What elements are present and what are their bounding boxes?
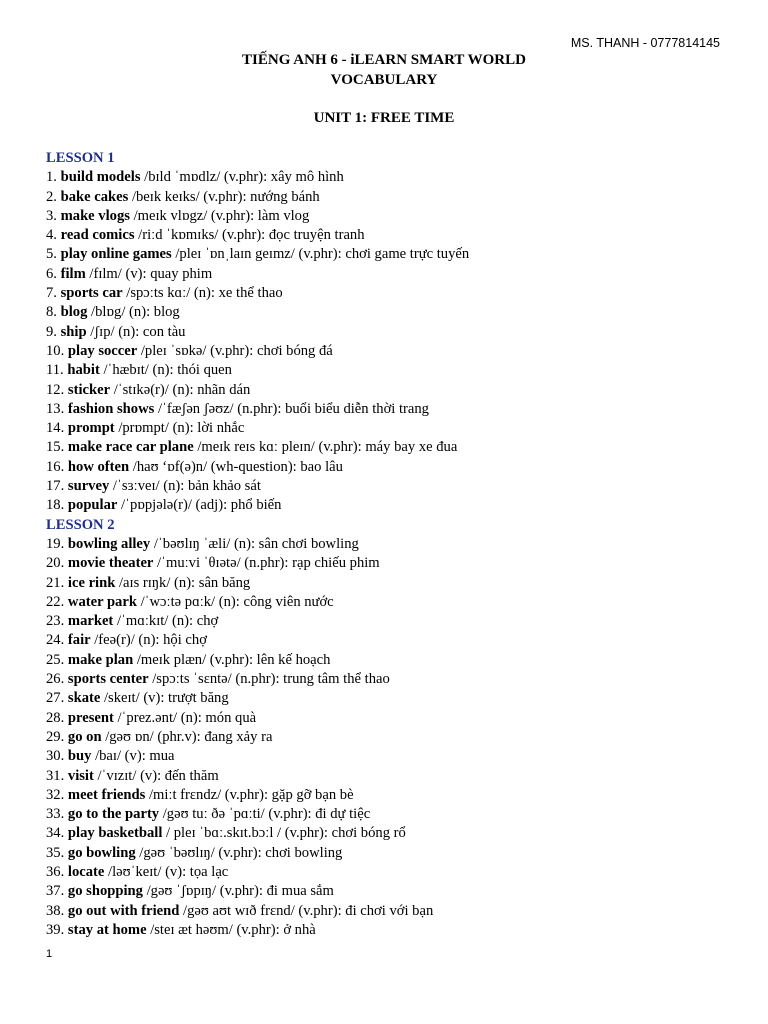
vocab-definition: /gəʊ aʊt wɪð frɛnd/ (v.phr): đi chơi với bạn bbox=[179, 902, 434, 919]
vocab-word: popular bbox=[67, 497, 118, 514]
vocab-word: make plan bbox=[67, 651, 134, 668]
vocab-item bbox=[46, 554, 469, 573]
vocab-word: go shopping bbox=[67, 883, 143, 900]
vocab-definition: /ˈpɒpjələ(r)/ (adj): phổ biến bbox=[117, 497, 282, 514]
vocab-item bbox=[46, 303, 469, 322]
vocab-number: 1. bbox=[46, 169, 57, 186]
vocab-word: make race car plane bbox=[67, 439, 194, 456]
vocab-number: 16. bbox=[46, 458, 65, 475]
vocab-definition: /miːt frɛndz/ (v.phr): gặp gỡ bạn bè bbox=[145, 786, 354, 803]
vocab-number: 35. bbox=[46, 844, 65, 861]
vocab-number: 33. bbox=[46, 806, 65, 823]
vocab-definition: /haʊ ‘ɒf(ə)n/ (wh-question): bao lâu bbox=[129, 458, 343, 475]
vocab-item bbox=[46, 882, 469, 901]
vocab-definition: /fɪlm/ (v): quay phim bbox=[85, 265, 213, 282]
vocab-definition: /ˈprez.ənt/ (n): món quà bbox=[113, 709, 257, 726]
vocab-definition: /blɒg/ (n): blog bbox=[87, 304, 180, 321]
lesson-heading: LESSON 1 bbox=[46, 150, 115, 166]
vocab-definition: /feə(r)/ (n): hội chợ bbox=[90, 632, 207, 649]
vocab-item bbox=[46, 535, 469, 554]
vocab-definition: /baɪ/ (v): mua bbox=[91, 748, 175, 765]
vocab-definition: /skeɪt/ (v): trượt băng bbox=[100, 690, 229, 707]
vocab-word: play soccer bbox=[67, 342, 138, 359]
vocab-word: go to the party bbox=[67, 806, 160, 823]
vocab-definition: /ˈfæʃən ʃəʊz/ (n.phr): buổi biểu diễn thời trang bbox=[154, 400, 429, 417]
vocab-word: go on bbox=[67, 728, 102, 745]
vocab-word: skate bbox=[67, 690, 101, 707]
vocab-word: build models bbox=[60, 169, 141, 186]
vocab-item bbox=[46, 728, 469, 747]
vocab-word: water park bbox=[67, 593, 137, 610]
vocab-definition: /riːd ˈkɒmɪks/ (v.phr): đọc truyện tranh bbox=[134, 227, 365, 244]
vocab-word: stay at home bbox=[67, 921, 147, 938]
vocab-number: 29. bbox=[46, 728, 65, 745]
vocab-number: 12. bbox=[46, 381, 65, 398]
vocab-definition: /beɪk keɪks/ (v.phr): nướng bánh bbox=[128, 188, 320, 205]
vocab-item bbox=[46, 824, 469, 843]
vocab-word: habit bbox=[67, 362, 100, 379]
vocab-word: ship bbox=[60, 323, 87, 340]
vocab-item bbox=[46, 709, 469, 728]
vocab-number: 4. bbox=[46, 227, 57, 244]
vocab-word: visit bbox=[67, 767, 94, 784]
vocab-word: bowling alley bbox=[67, 535, 151, 552]
vocab-item bbox=[46, 631, 469, 650]
vocab-item bbox=[46, 593, 469, 612]
vocab-definition: /ˈwɔːtə pɑːk/ (n): công viên nước bbox=[136, 593, 334, 610]
vocab-number: 5. bbox=[46, 246, 57, 263]
vocab-definition: /ˈmɑːkɪt/ (n): chợ bbox=[113, 613, 219, 630]
vocab-definition: /gəʊ ˈbəʊlɪŋ/ (v.phr): chơi bowling bbox=[135, 844, 343, 861]
vocab-item bbox=[46, 342, 469, 361]
author-contact: MS. THANH - 0777814145 bbox=[570, 36, 720, 50]
vocab-word: blog bbox=[60, 304, 88, 321]
vocab-word: sports center bbox=[67, 671, 149, 688]
vocab-number: 11. bbox=[46, 362, 64, 379]
vocab-word: make vlogs bbox=[60, 207, 130, 224]
vocabulary-list bbox=[46, 149, 469, 940]
vocab-definition: /steɪ æt həʊm/ (v.phr): ở nhà bbox=[146, 921, 316, 938]
vocab-item bbox=[46, 419, 469, 438]
vocab-item bbox=[46, 188, 469, 207]
vocab-item bbox=[46, 400, 469, 419]
vocab-definition: /gəʊ ɒn/ (phr.v): đang xảy ra bbox=[101, 728, 273, 745]
vocab-definition: /ˈstɪkə(r)/ (n): nhãn dán bbox=[110, 381, 251, 398]
vocab-definition: /meɪk plæn/ (v.phr): lên kế hoạch bbox=[133, 651, 331, 668]
vocab-item bbox=[46, 381, 469, 400]
vocab-word: read comics bbox=[60, 227, 135, 244]
vocab-item bbox=[46, 844, 469, 863]
vocab-item bbox=[46, 265, 469, 284]
vocab-number: 2. bbox=[46, 188, 57, 205]
vocab-definition: /pleɪ ˈsɒkə/ (v.phr): chơi bóng đá bbox=[137, 342, 333, 359]
vocab-definition: /ˈhæbɪt/ (n): thói quen bbox=[99, 362, 232, 379]
vocab-item bbox=[46, 245, 469, 264]
vocab-word: present bbox=[67, 709, 114, 726]
page-number: 1 bbox=[46, 948, 53, 960]
vocab-item bbox=[46, 574, 469, 593]
vocab-definition: /meɪk vlɒgz/ (v.phr): làm vlog bbox=[129, 207, 310, 224]
vocab-word: bake cakes bbox=[60, 188, 129, 205]
vocab-word: locate bbox=[67, 863, 105, 880]
vocab-item bbox=[46, 361, 469, 380]
vocab-definition: /ʃɪp/ (n): con tàu bbox=[86, 323, 186, 340]
vocab-definition: /gəʊ tuː ðə ˈpɑːti/ (v.phr): đi dự tiệc bbox=[159, 806, 371, 823]
vocab-item bbox=[46, 612, 469, 631]
vocab-number: 25. bbox=[46, 651, 65, 668]
unit-title: UNIT 1: FREE TIME bbox=[313, 110, 455, 126]
vocab-item bbox=[46, 863, 469, 882]
vocab-item bbox=[46, 767, 469, 786]
vocab-number: 6. bbox=[46, 265, 57, 282]
vocab-definition: /meɪk reɪs kɑː pleɪn/ (v.phr): máy bay xe đua bbox=[193, 439, 458, 456]
vocab-number: 3. bbox=[46, 207, 57, 224]
vocab-item bbox=[46, 168, 469, 187]
vocab-definition: /ˈvɪzɪt/ (v): đến thăm bbox=[93, 767, 219, 784]
vocab-number: 14. bbox=[46, 420, 65, 437]
vocab-number: 34. bbox=[46, 825, 65, 842]
vocab-number: 27. bbox=[46, 690, 65, 707]
vocab-word: buy bbox=[67, 748, 92, 765]
vocab-number: 21. bbox=[46, 574, 65, 591]
vocab-number: 23. bbox=[46, 613, 65, 630]
vocab-number: 28. bbox=[46, 709, 65, 726]
vocab-item bbox=[46, 747, 469, 766]
vocab-number: 9. bbox=[46, 323, 57, 340]
vocab-number: 39. bbox=[46, 921, 65, 938]
vocab-word: how often bbox=[67, 458, 130, 475]
vocab-word: film bbox=[60, 265, 86, 282]
vocab-item bbox=[46, 786, 469, 805]
vocab-number: 32. bbox=[46, 786, 65, 803]
vocab-word: ice rink bbox=[67, 574, 116, 591]
vocab-item bbox=[46, 226, 469, 245]
vocab-item bbox=[46, 921, 469, 940]
vocab-number: 38. bbox=[46, 902, 65, 919]
vocab-number: 31. bbox=[46, 767, 65, 784]
vocab-word: market bbox=[67, 613, 114, 630]
document-subtitle: VOCABULARY bbox=[330, 72, 438, 88]
vocab-definition: /ˈsɜːveɪ/ (n): bản khảo sát bbox=[109, 478, 261, 495]
vocab-definition: /ləʊˈkeɪt/ (v): tọa lạc bbox=[104, 863, 229, 880]
vocab-number: 20. bbox=[46, 555, 65, 572]
vocab-word: prompt bbox=[67, 420, 115, 437]
document-title: TIẾNG ANH 6 - iLEARN SMART WORLD bbox=[242, 52, 526, 68]
vocab-item bbox=[46, 496, 469, 515]
vocab-definition: /aɪs rɪŋk/ (n): sân băng bbox=[115, 574, 251, 591]
vocab-number: 26. bbox=[46, 671, 65, 688]
vocab-item bbox=[46, 323, 469, 342]
vocab-number: 15. bbox=[46, 439, 65, 456]
vocab-word: go bowling bbox=[67, 844, 136, 861]
vocab-number: 13. bbox=[46, 400, 65, 417]
vocab-number: 36. bbox=[46, 863, 65, 880]
vocab-item bbox=[46, 689, 469, 708]
vocab-definition: /bɪld ˈmɒdlz/ (v.phr): xây mô hình bbox=[140, 169, 344, 186]
vocab-number: 18. bbox=[46, 497, 65, 514]
vocab-word: play basketball bbox=[67, 825, 163, 842]
vocab-item bbox=[46, 805, 469, 824]
vocab-number: 17. bbox=[46, 478, 65, 495]
vocab-item bbox=[46, 651, 469, 670]
vocab-definition: /prɒmpt/ (n): lời nhắc bbox=[114, 420, 245, 437]
vocab-word: sticker bbox=[67, 381, 111, 398]
vocab-word: play online games bbox=[60, 246, 172, 263]
vocab-number: 7. bbox=[46, 285, 57, 302]
vocab-number: 10. bbox=[46, 342, 65, 359]
vocab-word: survey bbox=[67, 478, 110, 495]
vocab-item bbox=[46, 670, 469, 689]
vocab-definition: /gəʊ ˈʃɒpɪŋ/ (v.phr): đi mua sắm bbox=[142, 883, 334, 900]
vocab-word: go out with friend bbox=[67, 902, 180, 919]
vocab-definition: /spɔːts kɑː/ (n): xe thể thao bbox=[122, 285, 283, 302]
vocab-item bbox=[46, 477, 469, 496]
vocab-number: 24. bbox=[46, 632, 65, 649]
vocab-number: 37. bbox=[46, 883, 65, 900]
vocab-item bbox=[46, 902, 469, 921]
vocab-number: 19. bbox=[46, 535, 65, 552]
vocab-number: 8. bbox=[46, 304, 57, 321]
vocab-number: 30. bbox=[46, 748, 65, 765]
vocab-definition: /spɔːts ˈsɛntə/ (n.phr): trung tâm thể thao bbox=[148, 671, 390, 688]
lesson-heading: LESSON 2 bbox=[46, 516, 115, 533]
vocab-definition: /pleɪ ˈɒnˌlaɪn geɪmz/ (v.phr): chơi game trực tuyến bbox=[171, 246, 470, 263]
vocab-word: fair bbox=[67, 632, 91, 649]
vocab-word: meet friends bbox=[67, 786, 146, 803]
vocab-definition: / pleɪ ˈbɑː.skɪt.bɔːl / (v.phr): chơi bóng rổ bbox=[162, 825, 406, 842]
vocab-word: movie theater bbox=[67, 555, 154, 572]
vocab-item bbox=[46, 207, 469, 226]
vocab-definition: /ˈmuːvi ˈθɪətə/ (n.phr): rạp chiếu phim bbox=[153, 555, 380, 572]
vocab-definition: /ˈbəʊlɪŋ ˈæli/ (n): sân chơi bowling bbox=[150, 535, 359, 552]
vocab-word: sports car bbox=[60, 285, 123, 302]
vocab-item bbox=[46, 438, 469, 457]
vocab-word: fashion shows bbox=[67, 400, 155, 417]
vocab-item bbox=[46, 284, 469, 303]
vocab-number: 22. bbox=[46, 593, 65, 610]
vocab-item bbox=[46, 458, 469, 477]
